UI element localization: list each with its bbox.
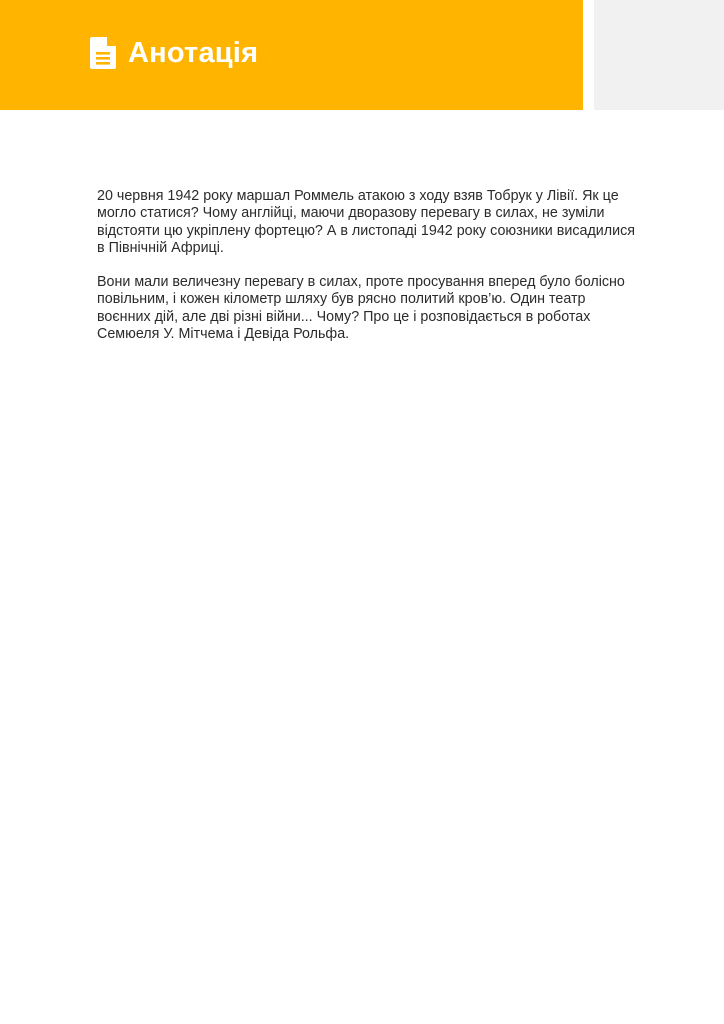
document-icon (90, 37, 118, 69)
header-side-block (594, 0, 724, 110)
annotation-body (97, 188, 637, 360)
annotation-paragraph-1: 20 червня 1942 року маршал Роммель атакою з ходу взяв Тобрук у Лівії. Як це могло статися? Чому англійці, маючи дворазову перевагу в силах, не зуміли відстояти цю укріплену фортецю? А в листопаді 1942 року союзники висадилися в Північній Африці. (97, 188, 635, 256)
page-header (90, 34, 258, 72)
annotation-paragraph-2: Вони мали величезну перевагу в силах, проте просування вперед було болісно повільним, і кожен кілометр шляху був рясно политий кров’ю. Один театр воєнних дій, але дві різні війни... Чому? Про це і розповідається в роботах Семюеля У. Мітчема і Девіда Рольфа. (97, 274, 625, 343)
page-title: Анотація (128, 36, 259, 69)
header-bar (0, 0, 583, 110)
